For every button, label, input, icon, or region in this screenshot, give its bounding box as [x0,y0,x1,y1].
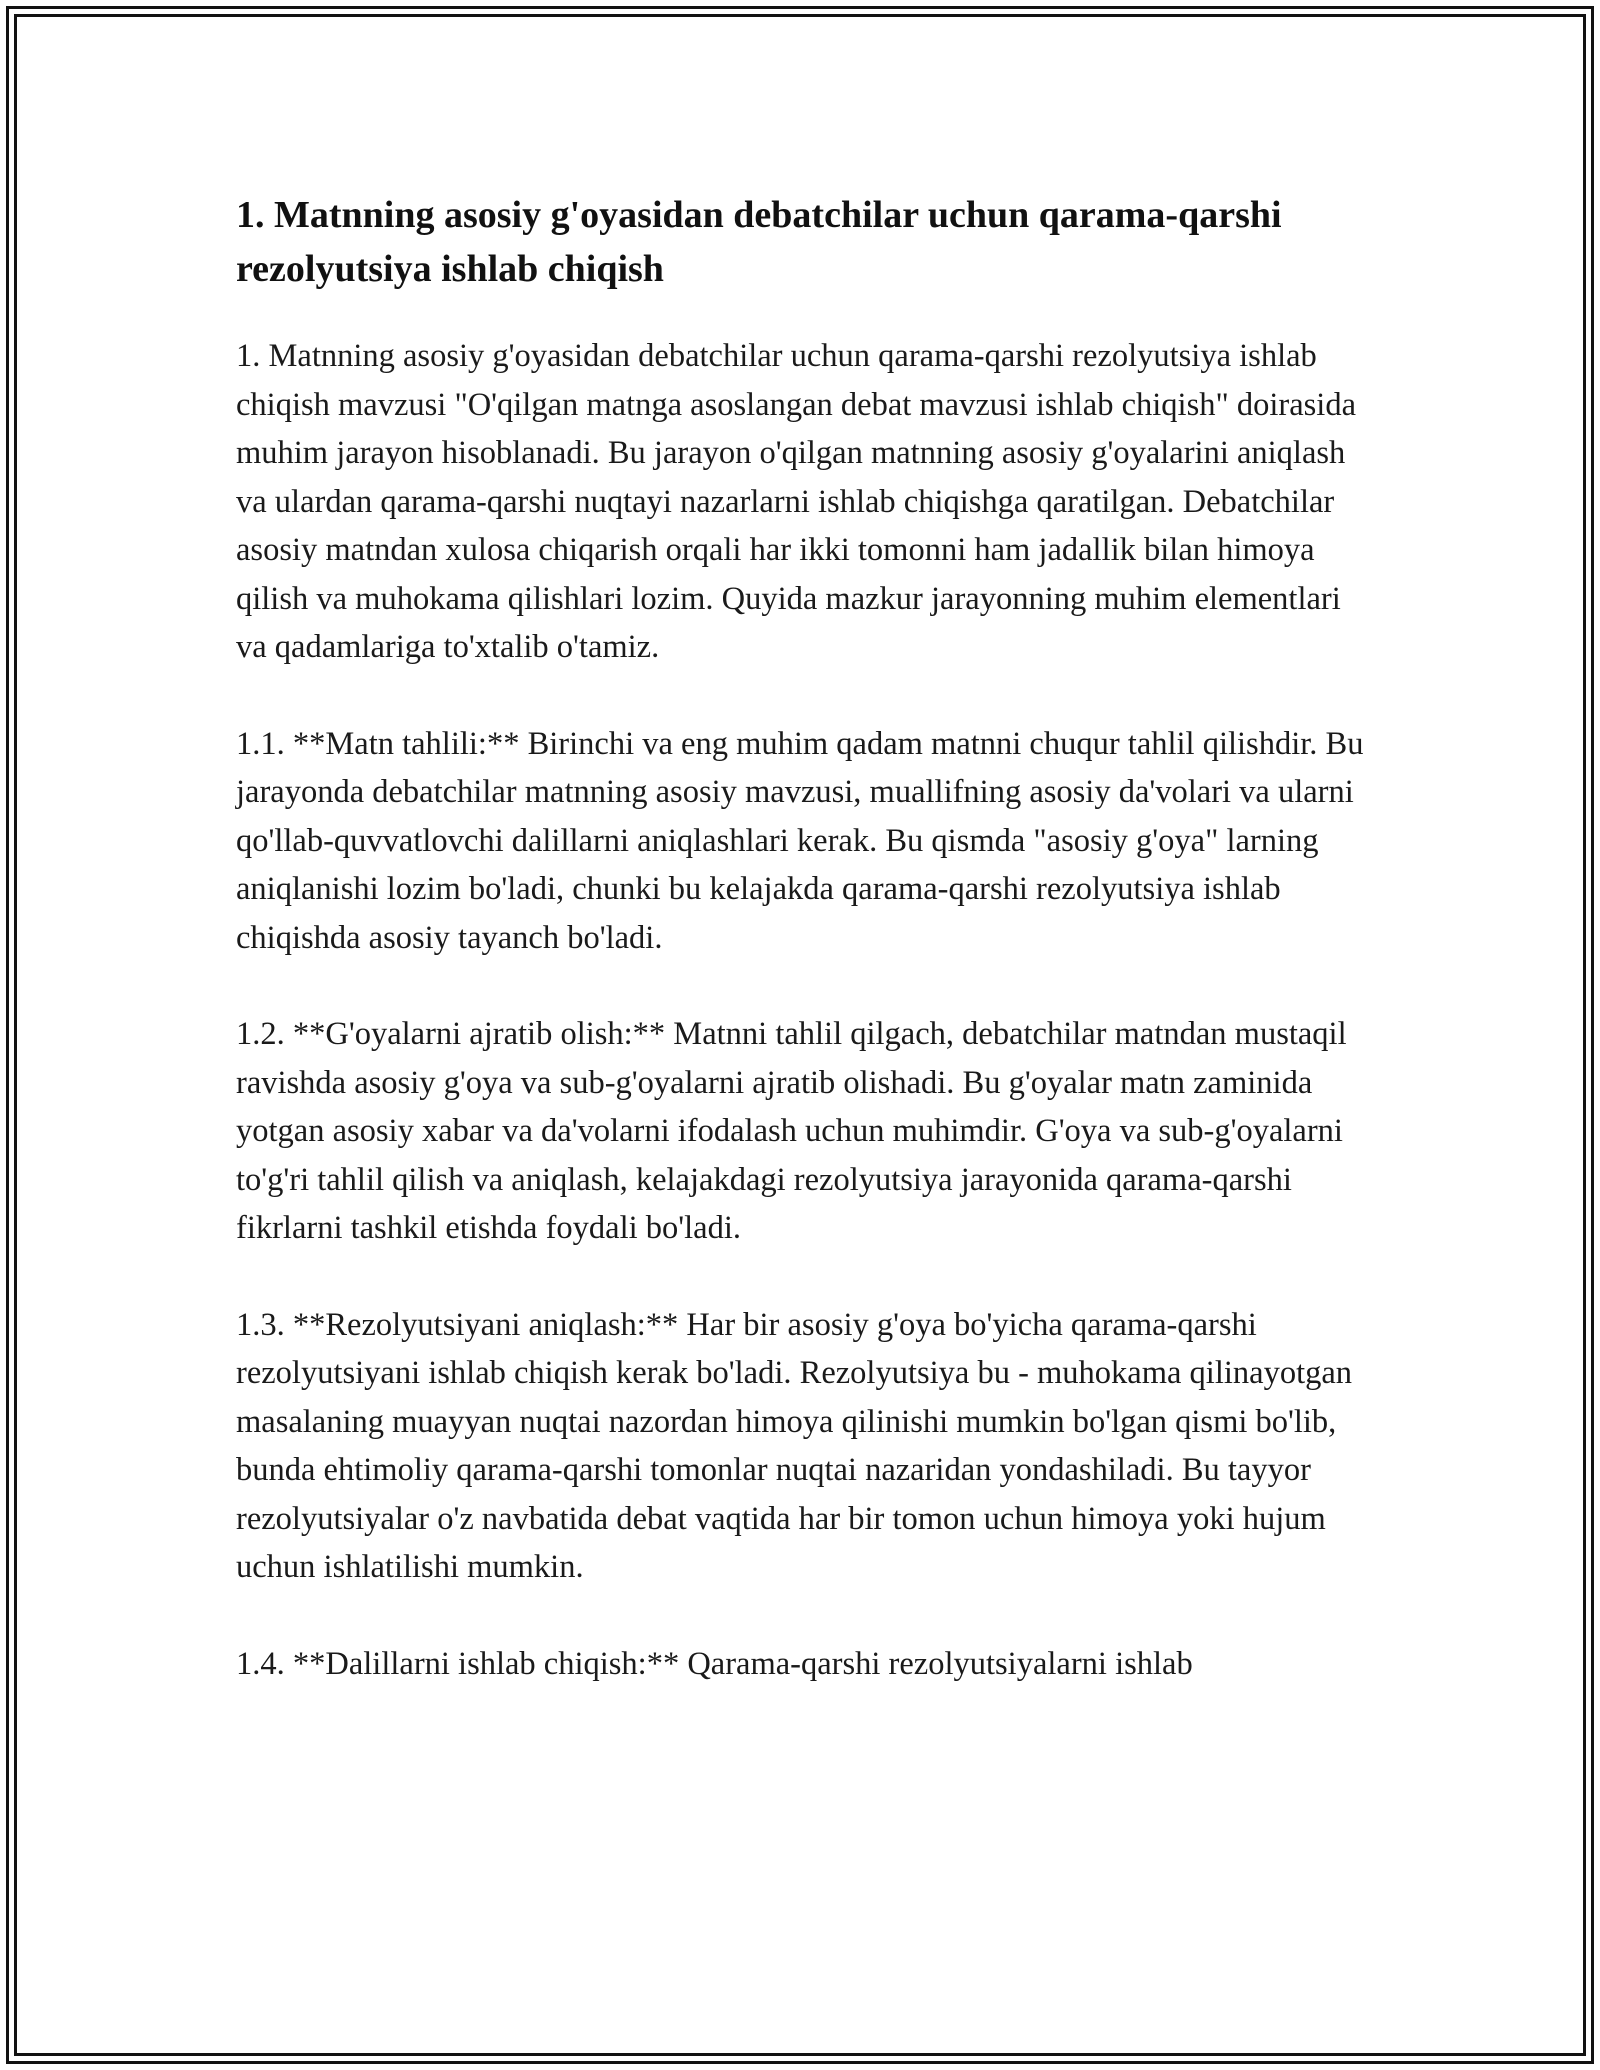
section-1-4-paragraph: 1.4. **Dalillarni ishlab chiqish:** Qarama-qarshi rezolyutsiyalarni ishlab [236,1645,1193,1682]
document-heading: 1. Matnning asosiy g'oyasidan debatchilar uchun qarama-qarshi rezolyutsiya ishlab chiqish [236,194,1282,290]
document-body [236,188,1376,1736]
section-1-1-paragraph: 1.1. **Matn tahlili:** Birinchi va eng muhim qadam matnni chuqur tahlil qilishdir. Bu jarayonda debatchilar matnning asosiy mavzusi, muallifning asosiy da'volari va ularni qo'llab-quvvatlovchi dalillarni aniqlashlari kerak. Bu qismda "asosiy g'oya" larning aniqlanishi lozim bo'ladi, chunki bu kelajakda qarama-qarshi rezolyutsiya ishlab chiqishda asosiy tayanch bo'ladi. [236,725,1364,956]
section-1-2-paragraph: 1.2. **G'oyalarni ajratib olish:** Matnni tahlil qilgach, debatchilar matndan mustaqil ravishda asosiy g'oya va sub-g'oyalarni ajratib olishadi. Bu g'oyalar matn zaminida yotgan asosiy xabar va da'volarni ifodalash uchun muhimdir. G'oya va sub-g'oyalarni to'g'ri tahlil qilish va aniqlash, kelajakdagi rezolyutsiya jarayonida qarama-qarshi fikrlarni tashkil etishda foydali bo'ladi. [236,1016,1347,1246]
section-1-3-paragraph: 1.3. **Rezolyutsiyani aniqlash:** Har bir asosiy g'oya bo'yicha qarama-qarshi rezolyutsiyani ishlab chiqish kerak bo'ladi. Rezolyutsiya bu - muhokama qilinayotgan masalaning muayyan nuqtai nazordan himoya qilinishi mumkin bo'lgan qismi bo'lib, bunda ehtimoliy qarama-qarshi tomonlar nuqtai nazaridan yondashiladi. Bu tayyor rezolyutsiyalar o'z navbatida debat vaqtida har bir tomon uchun himoya yoki hujum uchun ishlatilishi mumkin. [236,1306,1353,1585]
intro-paragraph: 1. Matnning asosiy g'oyasidan debatchilar uchun qarama-qarshi rezolyutsiya ishlab chiqish mavzusi "O'qilgan matnga asoslangan debat mavzusi ishlab chiqish" doirasida muhim jarayon hisoblanadi. Bu jarayon o'qilgan matnning asosiy g'oyalarini aniqlash va ulardan qarama-qarshi nuqtayi nazarlarni ishlab chiqishga qaratilgan. Debatchilar asosiy matndan xulosa chiqarish orqali har ikki tomonni ham jadallik bilan himoya qilish va muhokama qilishlari lozim. Quyida mazkur jarayonning muhim elementlari va qadamlariga to'xtalib o'tamiz. [236,338,1356,665]
